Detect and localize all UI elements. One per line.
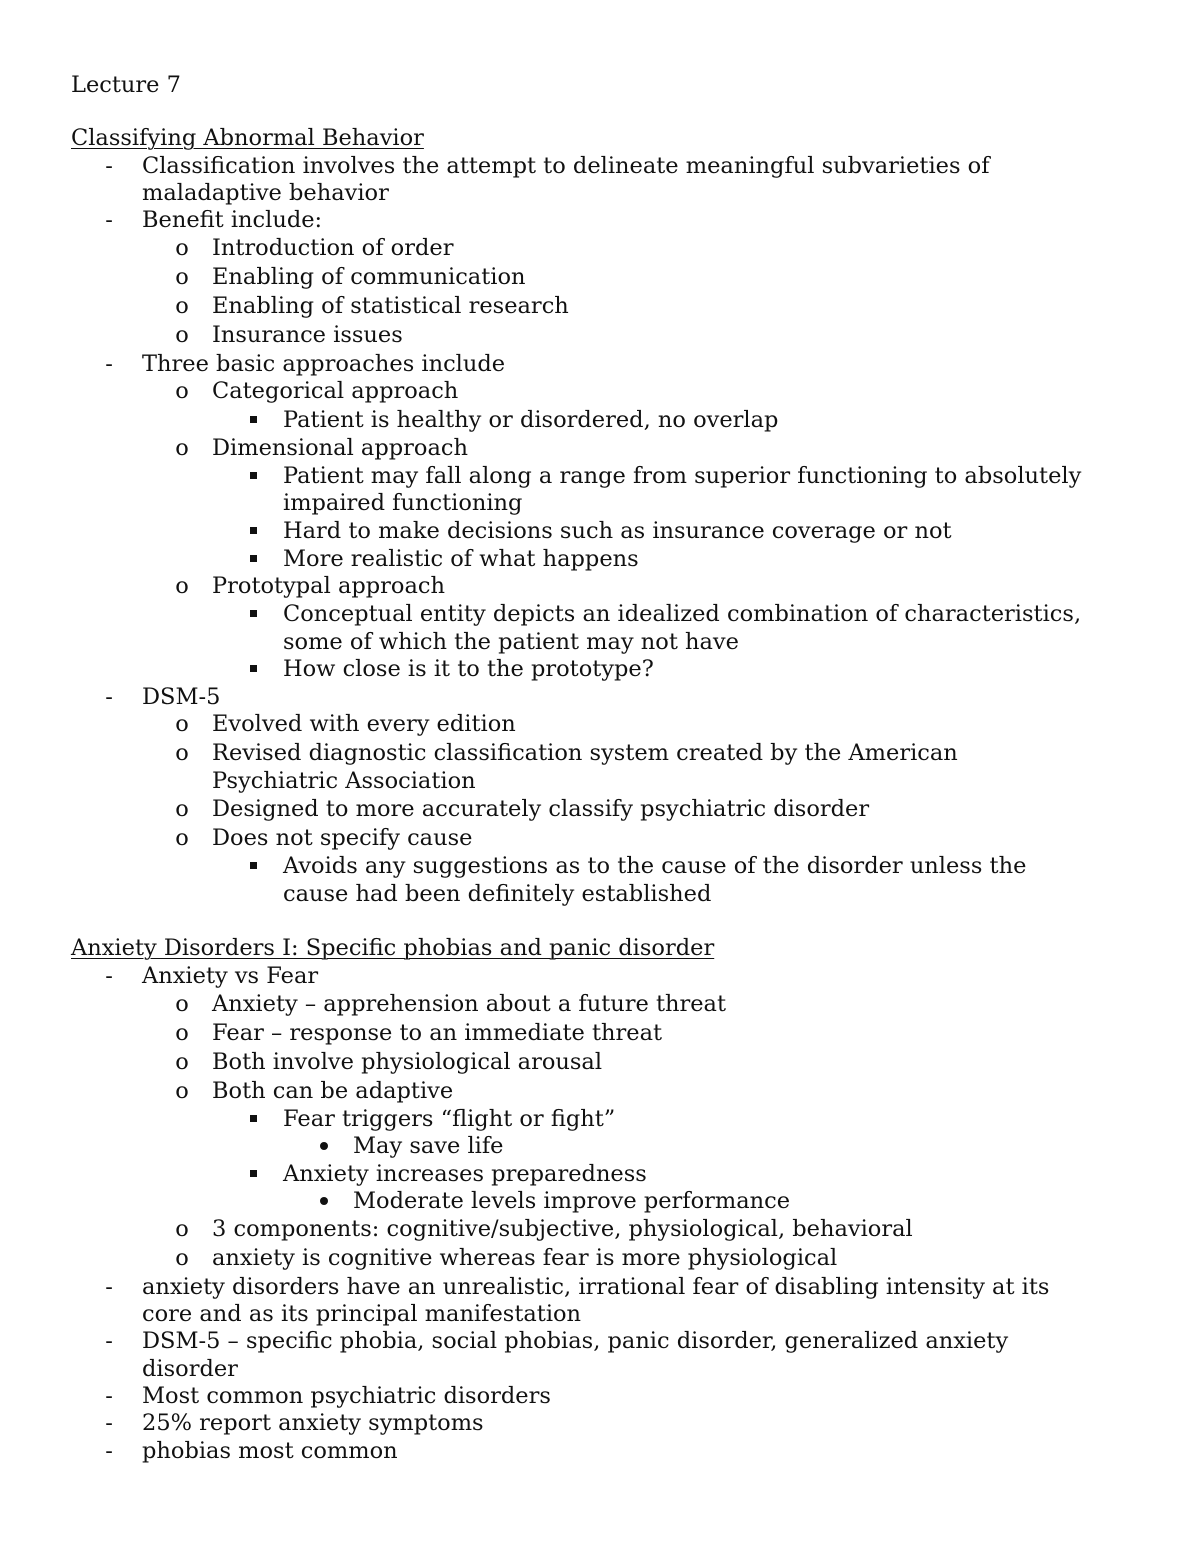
circle-bullet: o	[175, 264, 189, 290]
circle-bullet: o	[175, 991, 189, 1017]
dash-bullet: -	[105, 1383, 113, 1409]
page-title: Lecture 7	[71, 72, 181, 98]
dash-bullet: -	[105, 207, 113, 233]
square-bullet-icon	[241, 517, 265, 545]
section-heading-anxiety: Anxiety Disorders I: Specific phobias and panic disorder	[71, 935, 715, 961]
square-bullet-icon	[241, 462, 265, 490]
circle-bullet: o	[175, 711, 189, 737]
square-bullet-icon	[241, 406, 265, 434]
circle-bullet: o	[175, 1216, 189, 1242]
circle-bullet: o	[175, 573, 189, 599]
circle-bullet: o	[175, 435, 189, 461]
square-bullet-icon	[241, 1160, 265, 1188]
dash-bullet: -	[105, 963, 113, 989]
section-heading-classifying: Classifying Abnormal Behavior	[71, 125, 424, 151]
dash-bullet: -	[105, 1410, 113, 1436]
document-page: Lecture 7 Classifying Abnormal Behavior - Classification involves the attempt to delineate meaningful subvarieties of maladaptive behavior - Benefit include: o Introduction of order o Enabling of communication o Enabling of statistical research o Insurance issues - Three basic approaches include o Categorical approach Patient is healthy or disordered, no overlap o Dimensional approach Patient may fall along a range from superior functioning to absolutely impaired functioning Hard to make decisions such as insurance coverage or not More realistic of what happens o Prototypal approach Conceptual entity depicts an idealized combination of characteristics, some of which the patient may not have How close is it to the prototype? - DSM-5 o Evolved with every edition o Revised diagnostic classification system created by the American Psychiatric Association o Designed to more accurately classify psychiatric disorder o Does not specify cause Avoids any suggestions as to the cause of the disorder unless the cause had been definitely established Anxiety Disorders I: Specific phobias and panic disorder - Anxiety vs Fear o Anxiety – apprehension about a future threat o Fear – response to an immediate threat o Both involve physiological arousal o Both can be adaptive Fear triggers “flight or fight” May save life Anxiety increases preparedness Moderate levels improve performance o 3 components: cognitive/subjective, physiological, behavioral o anxiety is cognitive whereas fear is more physiological - anxiety disorders have an unrealistic, irrational fear of disabling intensity at its core and as its principal manifestation - DSM-5 – specific phobia, social phobias, panic disorder, generalized anxiety disorder - Most common psychiatric disorders - 25% report anxiety symptoms - phobias most common	[71, 72, 1082, 1464]
round-bullet-icon	[312, 1132, 336, 1160]
circle-bullet: o	[175, 1049, 189, 1075]
circle-bullet: o	[175, 1020, 189, 1046]
dash-bullet: -	[105, 153, 113, 179]
round-bullet-icon	[312, 1187, 336, 1215]
circle-bullet: o	[175, 378, 189, 404]
dash-bullet: -	[105, 684, 113, 710]
square-bullet-icon	[241, 545, 265, 573]
square-bullet-icon	[241, 600, 265, 628]
circle-bullet: o	[175, 1245, 189, 1271]
circle-bullet: o	[175, 235, 189, 261]
circle-bullet: o	[175, 796, 189, 822]
dash-bullet: -	[105, 351, 113, 377]
circle-bullet: o	[175, 322, 189, 348]
circle-bullet: o	[175, 293, 189, 319]
square-bullet-icon	[241, 655, 265, 683]
circle-bullet: o	[175, 740, 189, 766]
dash-bullet: -	[105, 1438, 113, 1464]
circle-bullet: o	[175, 1078, 189, 1104]
square-bullet-icon	[241, 1105, 265, 1133]
dash-bullet: -	[105, 1274, 113, 1300]
circle-bullet: o	[175, 825, 189, 851]
square-bullet-icon	[241, 852, 265, 880]
dash-bullet: -	[105, 1328, 113, 1354]
